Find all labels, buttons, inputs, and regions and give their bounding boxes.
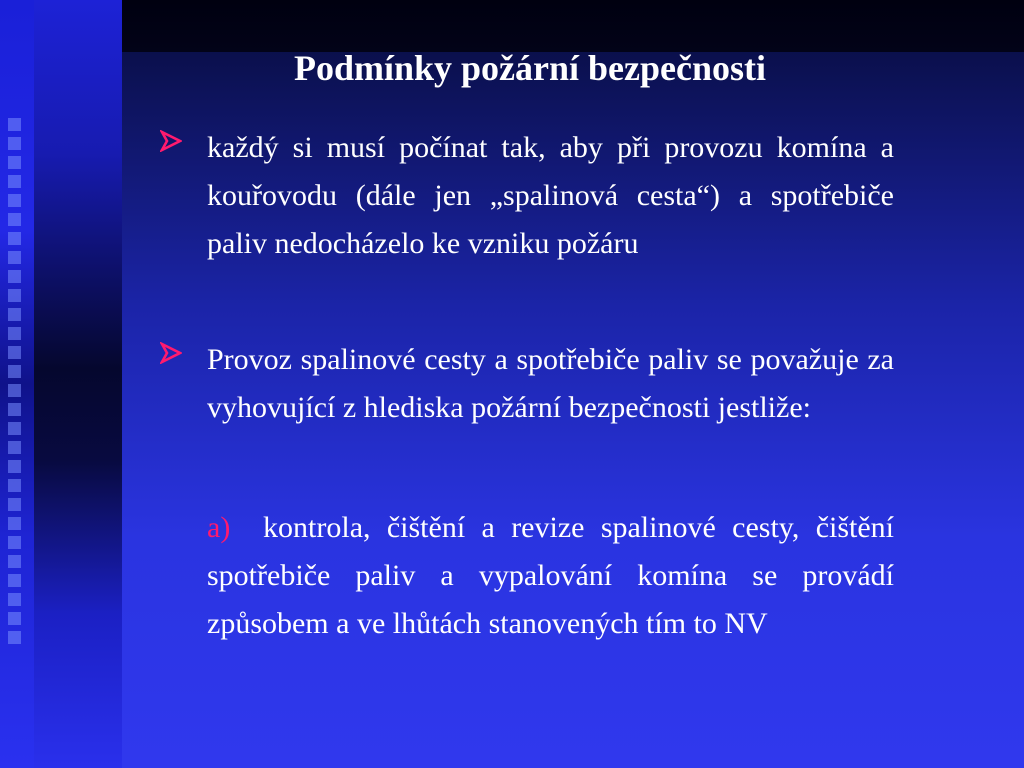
- bullet-item-1: [160, 124, 894, 268]
- decorative-square: [8, 574, 21, 587]
- decorative-square: [8, 194, 21, 207]
- decorative-square: [8, 175, 21, 188]
- decorative-square: [8, 631, 21, 644]
- decorative-square: [8, 270, 21, 283]
- decorative-square: [8, 365, 21, 378]
- decorative-square: [8, 289, 21, 302]
- decorative-square: [8, 517, 21, 530]
- bullet-text: Provoz spalinové cesty a spotřebiče paliv se považuje za vyhovující z hlediska požární bezpečnosti jestliže:: [207, 343, 894, 424]
- decorative-square: [8, 327, 21, 340]
- decorative-square: [8, 156, 21, 169]
- decorative-square: [8, 308, 21, 321]
- decorative-square: [8, 479, 21, 492]
- decorative-square: [8, 498, 21, 511]
- decorative-square: [8, 612, 21, 625]
- decorative-square: [8, 137, 21, 150]
- decorative-square: [8, 251, 21, 264]
- decorative-square: [8, 536, 21, 549]
- bullet-item-2: [160, 336, 894, 432]
- slide-title: Podmínky požární bezpečnosti: [293, 48, 767, 88]
- decorative-square: [8, 384, 21, 397]
- decorative-square: [8, 346, 21, 359]
- left-decorative-gradient: [34, 0, 122, 768]
- arrow-right-bullet-icon: [160, 130, 182, 152]
- arrow-right-bullet-icon: [160, 342, 182, 364]
- decorative-square: [8, 422, 21, 435]
- sub-item-text: kontrola, čištění a revize spalinové cesty, čištění spotřebiče paliv a vypalování komína se provádí způsobem a ve lhůtách stanovených tím to NV: [207, 511, 895, 640]
- decorative-square: [8, 593, 21, 606]
- decorative-square: [8, 555, 21, 568]
- decorative-square: [8, 232, 21, 245]
- sub-item-label: a): [207, 511, 231, 544]
- sub-item-a: [207, 504, 894, 648]
- decorative-square: [8, 213, 21, 226]
- decorative-square: [8, 441, 21, 454]
- bullet-text: každý si musí počínat tak, aby při provozu komína a kouřovodu (dále jen „spalinová cesta“) a spotřebiče paliv nedocházelo ke vzniku požáru: [207, 131, 894, 260]
- decorative-square: [8, 403, 21, 416]
- decorative-square: [8, 460, 21, 473]
- decorative-square: [8, 118, 21, 131]
- decorative-squares: [8, 118, 28, 650]
